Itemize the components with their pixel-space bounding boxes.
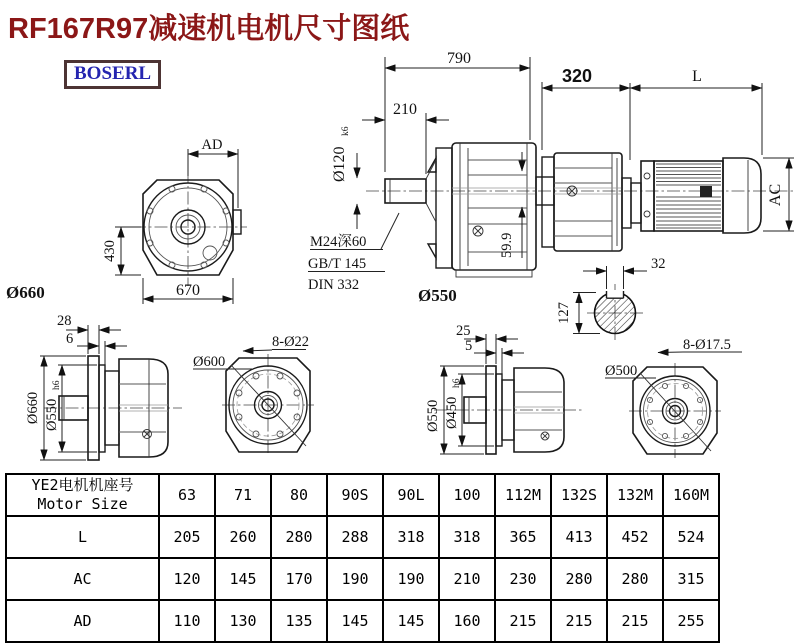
flange-view-500 [605, 337, 742, 458]
dim-spigot-550-tol: h6 [52, 380, 62, 390]
dim-5: 5 [465, 338, 473, 354]
value-cell: 145 [383, 600, 439, 642]
value-cell: 160 [439, 600, 495, 642]
value-cell: 210 [439, 558, 495, 600]
value-cell: 315 [663, 558, 719, 600]
dim-25: 25 [456, 323, 471, 339]
size-cell: 160M [663, 474, 719, 516]
row-label: L [6, 516, 159, 558]
size-cell: 63 [159, 474, 215, 516]
dim-28: 28 [57, 313, 72, 329]
label-660: Ø660 [6, 283, 45, 302]
terminal-box [700, 186, 712, 197]
motor-body [654, 161, 723, 231]
size-cell: 80 [271, 474, 327, 516]
gearbox-body [452, 143, 536, 270]
label-550: Ø550 [418, 286, 457, 305]
table-header-row [6, 474, 719, 516]
value-cell: 524 [663, 516, 719, 558]
dim-ac: AC [767, 183, 784, 207]
dim-430: 430 [102, 240, 118, 262]
value-cell: 365 [495, 516, 551, 558]
motor-end-bell [723, 158, 761, 233]
value-cell: 130 [215, 600, 271, 642]
size-cell: 132S [551, 474, 607, 516]
value-cell: 215 [551, 600, 607, 642]
value-cell: 215 [607, 600, 663, 642]
table-row-AD [6, 600, 719, 642]
dim-127: 127 [556, 302, 572, 324]
value-cell: 120 [159, 558, 215, 600]
motor-view [542, 66, 794, 251]
value-cell: 135 [271, 600, 327, 642]
value-cell: 190 [327, 558, 383, 600]
value-cell: 260 [215, 516, 271, 558]
row-label: AD [6, 600, 159, 642]
value-cell: 255 [663, 600, 719, 642]
header-cn: YE2电机机座号 [31, 476, 134, 495]
value-cell: 280 [607, 558, 663, 600]
dim-599: 59.9 [499, 232, 515, 258]
value-cell: 110 [159, 600, 215, 642]
dim-spigot-550: Ø550 [44, 398, 60, 431]
table-header-cell [6, 474, 159, 516]
value-cell: 190 [383, 558, 439, 600]
callout-d600: Ø600 [193, 354, 226, 370]
motor-size-table [5, 473, 720, 643]
value-cell: 145 [327, 600, 383, 642]
value-cell: 452 [607, 516, 663, 558]
dim-6: 6 [66, 331, 74, 347]
size-cell: 112M [495, 474, 551, 516]
table-row-AC [6, 558, 719, 600]
brand-logo-text: BOSERL [74, 63, 152, 84]
dim-shaft-tol: k6 [341, 126, 351, 136]
dim-ad: AD [201, 137, 223, 153]
size-cell: 132M [607, 474, 663, 516]
header-en: Motor Size [37, 495, 128, 513]
size-cell: 90S [327, 474, 383, 516]
table-row-L [6, 516, 719, 558]
callout-8d175: 8-Ø17.5 [683, 337, 731, 353]
value-cell: 413 [551, 516, 607, 558]
dim-320: 320 [561, 66, 593, 86]
dim-210: 210 [393, 101, 417, 118]
value-cell: 288 [327, 516, 383, 558]
dim-L: L [692, 68, 702, 85]
side-view-660 [6, 283, 182, 460]
value-cell: 318 [439, 516, 495, 558]
page-title: RF167R97减速机电机尺寸图纸 [8, 13, 410, 45]
dim-790: 790 [447, 50, 471, 67]
tap-callout: M24深60 [310, 234, 367, 250]
value-cell: 280 [271, 516, 327, 558]
value-cell: 170 [271, 558, 327, 600]
value-cell: 215 [495, 600, 551, 642]
row-label: AC [6, 558, 159, 600]
flange-view-600 [193, 334, 314, 456]
size-cell: 100 [439, 474, 495, 516]
value-cell: 145 [215, 558, 271, 600]
value-cell: 205 [159, 516, 215, 558]
main-side-view [308, 50, 794, 293]
std-din: DIN 332 [308, 277, 360, 293]
value-cell: 230 [495, 558, 551, 600]
callout-d500: Ø500 [605, 363, 638, 379]
dim-spigot-450-tol: h6 [452, 378, 462, 388]
dim-shaft-dia: Ø120 [331, 146, 348, 182]
value-cell: 318 [383, 516, 439, 558]
dim-od-550: Ø550 [425, 399, 441, 432]
dim-32: 32 [651, 256, 666, 272]
size-cell: 90L [383, 474, 439, 516]
shaft-cross-section [556, 256, 666, 342]
dim-670: 670 [176, 282, 200, 299]
size-cell: 71 [215, 474, 271, 516]
value-cell: 280 [551, 558, 607, 600]
callout-8d22: 8-Ø22 [272, 334, 310, 350]
dim-od-660: Ø660 [25, 391, 41, 425]
dim-spigot-450: Ø450 [444, 396, 460, 429]
std-gbt: GB/T 145 [308, 256, 367, 272]
front-view [102, 137, 247, 304]
